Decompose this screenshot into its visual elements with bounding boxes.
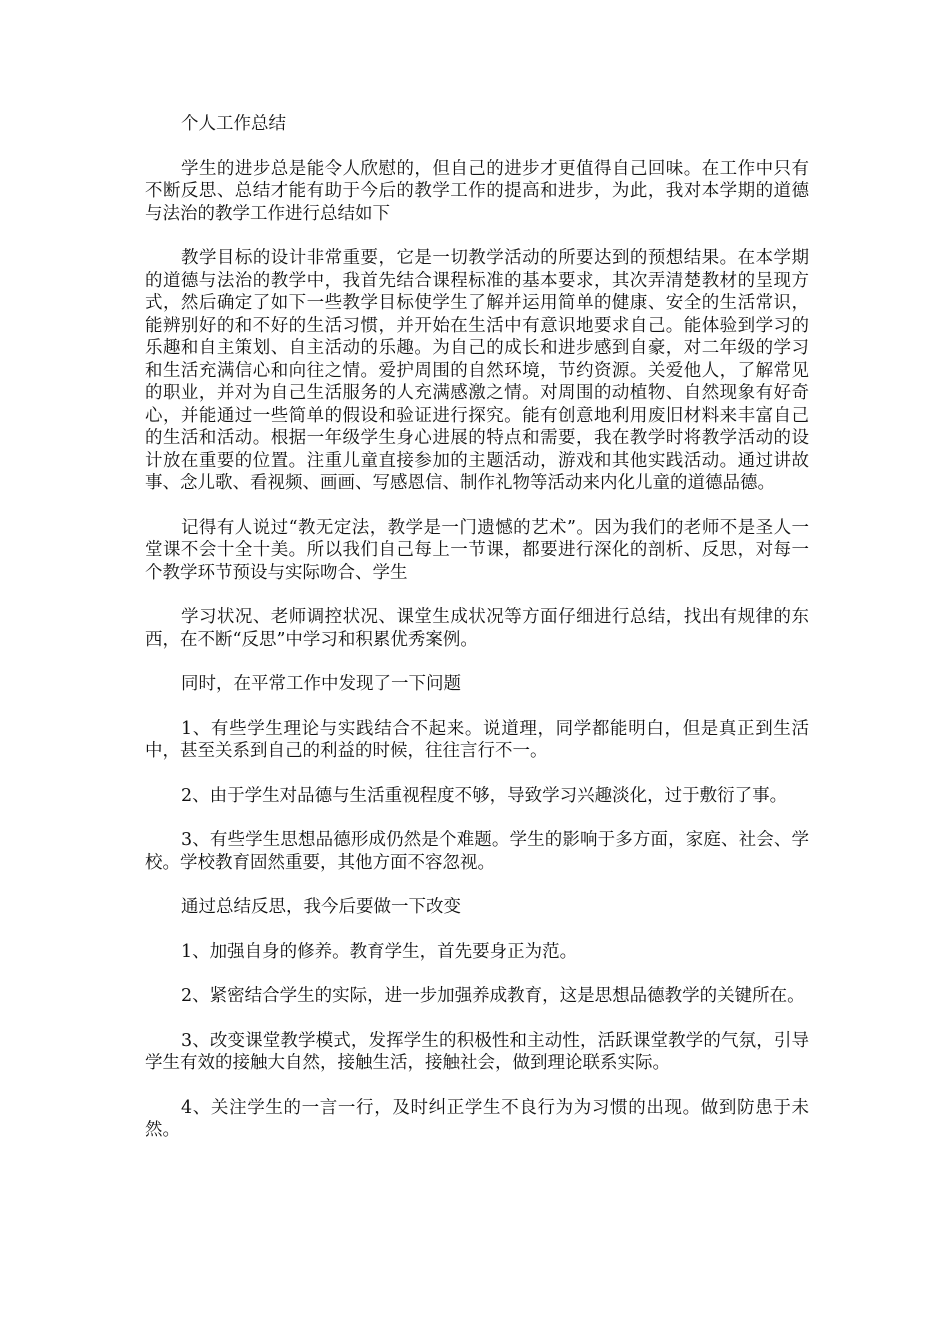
paragraph-problem-2: 2、由于学生对品德与生活重视程度不够，导致学习兴趣淡化，过于敷衍了事。 [181, 785, 788, 806]
paragraph-changes-heading: 通过总结反思，我今后要做一下改变 [181, 897, 461, 917]
paragraph-reflection-continued: 学习状况、老师调控状况、课堂生成状况等方面仔细进行总结，找出有规律的东西，在不断“反思”中学习和积累优秀案例。 [145, 607, 809, 650]
document-title: 个人工作总结 [181, 114, 286, 134]
paragraph-reflection: 记得有人说过“教无定法，教学是一门遗憾的艺术”。因为我们的老师不是圣人一堂课不会十全十美。所以我们自己每上一节课，都要进行深化的剖析、反思，对每一个教学环节预设与实际吻合、学生 [145, 517, 809, 583]
paragraph-problems-heading: 同时，在平常工作中发现了一下问题 [181, 674, 461, 694]
paragraph-teaching-goals: 教学目标的设计非常重要，它是一切教学活动的所要达到的预想结果。在本学期的道德与法治的教学中，我首先结合课程标准的基本要求，其次弄清楚教材的呈现方式，然后确定了如下一些教学目标使学生了解并运用简单的健康、安全的生活常识，能辨别好的和不好的生活习惯，并开始在生活中有意识地要求自己。能体验到学习的乐趣和自主策划、自主活动的乐趣。为自己的成长和进步感到自豪，对二年级的学习和生活充满信心和向往之情。爱护周围的自然环境，节约资源。关爱他人，了解常见的职业，并对为自己生活服务的人充满感激之情。对周围的动植物、自然现象有好奇心，并能通过一些简单的假设和验证进行探究。能有创意地利用废旧材料来丰富自己的生活和活动。根据一年级学生身心进展的特点和需要，我在教学时将教学活动的设计放在重要的位置。注重儿童直接参加的主题活动，游戏和其他实践活动。通过讲故事、念儿歌、看视频、画画、写感恩信、制作礼物等活动来内化儿童的道德品德。 [145, 248, 809, 493]
paragraph-problem-3: 3、有些学生思想品德形成仍然是个难题。学生的影响于多方面，家庭、社会、学校。学校教育固然重要，其他方面不容忽视。 [145, 830, 809, 873]
paragraph-change-3: 3、改变课堂教学模式，发挥学生的积极性和主动性，活跃课堂教学的气氛，引导学生有效的接触大自然，接触生活，接触社会，做到理论联系实际。 [145, 1030, 809, 1073]
paragraph-intro: 学生的进步总是能令人欣慰的，但自己的进步才更值得自己回味。在工作中只有不断反思、总结才能有助于今后的教学工作的提高和进步，为此，我对本学期的道德与法治的教学工作进行总结如下 [145, 158, 809, 224]
document-body [145, 113, 809, 1164]
paragraph-change-4: 4、关注学生的一言一行，及时纠正学生不良行为为习惯的出现。做到防患于未然。 [145, 1097, 809, 1140]
paragraph-problem-1: 1、有些学生理论与实践结合不起来。说道理，同学都能明白，但是真正到生活中，甚至关系到自己的利益的时候，往往言行不一。 [145, 718, 809, 761]
paragraph-change-1: 1、加强自身的修养。教育学生，首先要身正为范。 [181, 941, 578, 962]
paragraph-change-2: 2、紧密结合学生的实际，进一步加强养成教育，这是思想品德教学的关键所在。 [181, 986, 805, 1006]
